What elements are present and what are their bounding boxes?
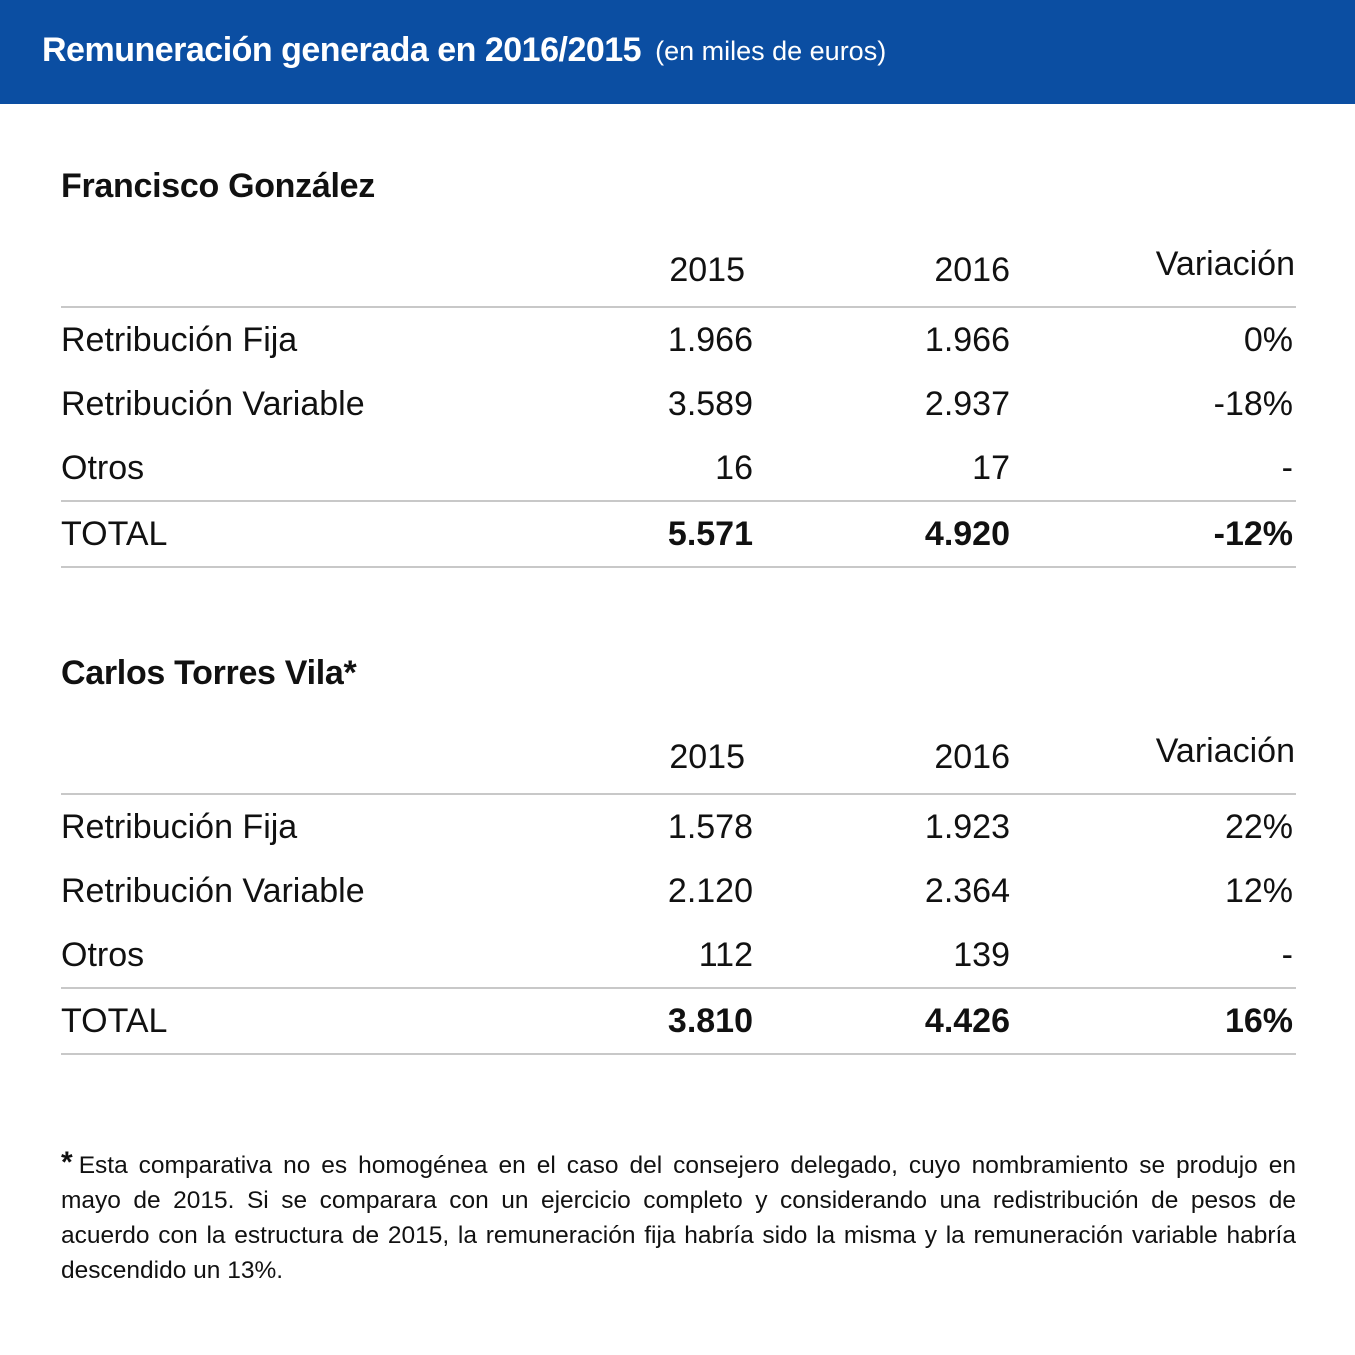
row-label: Retribución Variable	[61, 385, 365, 423]
total-label: TOTAL	[61, 515, 168, 553]
value-variation: 12%	[1224, 872, 1293, 910]
total-2015: 5.571	[667, 515, 753, 553]
value-variation: -	[1281, 936, 1293, 974]
row-label: Retribución Fija	[61, 321, 298, 359]
column-header-2015: 2015	[669, 738, 745, 776]
column-header-2016: 2016	[934, 738, 1010, 776]
total-label: TOTAL	[61, 1002, 168, 1040]
value-2015: 3.589	[667, 385, 753, 423]
value-variation: 0%	[1243, 321, 1293, 359]
row-label: Otros	[61, 936, 145, 974]
remuneration-table	[61, 234, 1296, 568]
remuneration-table	[61, 721, 1296, 1055]
total-2016: 4.920	[924, 515, 1010, 553]
section-francisco-gonzalez	[61, 166, 1296, 568]
value-2015: 2.120	[667, 872, 753, 910]
total-variation: 16%	[1224, 1002, 1293, 1040]
footnote-text: Esta comparativa no es homogénea en el caso del consejero delegado, cuyo nombramiento se produjo en mayo de 2015. Si se comparara con un ejercicio completo y considerando una redistribución de pesos de acuerdo con la estructura de 2015, la remuneración fija habría sido la misma y la remuneración variable habría descendido un 13%.	[61, 1152, 1296, 1284]
value-2016: 17	[972, 449, 1010, 487]
value-2016: 1.966	[924, 321, 1010, 359]
table-row	[61, 436, 1296, 500]
page-subtitle: (en miles de euros)	[655, 35, 887, 66]
divider	[61, 566, 1296, 568]
row-label: Otros	[61, 449, 145, 487]
table-total-row	[61, 989, 1296, 1053]
total-2016: 4.426	[924, 1002, 1010, 1040]
table-row	[61, 308, 1296, 372]
column-header-2015: 2015	[669, 251, 745, 289]
value-2016: 1.923	[924, 808, 1010, 846]
row-label: Retribución Variable	[61, 872, 365, 910]
footnote	[61, 1148, 1296, 1288]
column-header-variation: Variación	[1155, 245, 1295, 283]
value-2015: 112	[698, 936, 753, 974]
value-2015: 1.578	[667, 808, 753, 846]
table-row	[61, 795, 1296, 859]
total-2015: 3.810	[667, 1002, 753, 1040]
table-header-row	[61, 721, 1296, 793]
value-variation: -	[1281, 449, 1293, 487]
value-variation: 22%	[1224, 808, 1293, 846]
header-bar	[0, 0, 1355, 104]
value-2016: 2.364	[924, 872, 1010, 910]
row-label: Retribución Fija	[61, 808, 298, 846]
table-row	[61, 859, 1296, 923]
section-title: Francisco González	[61, 167, 375, 205]
value-variation: -18%	[1213, 385, 1293, 423]
section-title: Carlos Torres Vila*	[61, 654, 357, 692]
table-header-row	[61, 234, 1296, 306]
table-total-row	[61, 502, 1296, 566]
column-header-variation: Variación	[1155, 732, 1295, 770]
column-header-2016: 2016	[934, 251, 1010, 289]
section-carlos-torres-vila	[61, 653, 1296, 1055]
value-2015: 16	[715, 449, 753, 487]
table-row	[61, 923, 1296, 987]
footnote-marker: *	[61, 1146, 73, 1179]
divider	[61, 1053, 1296, 1055]
value-2015: 1.966	[667, 321, 753, 359]
total-variation: -12%	[1213, 515, 1293, 553]
table-row	[61, 372, 1296, 436]
value-2016: 2.937	[924, 385, 1010, 423]
value-2016: 139	[953, 936, 1010, 974]
page-title: Remuneración generada en 2016/2015	[42, 30, 642, 69]
